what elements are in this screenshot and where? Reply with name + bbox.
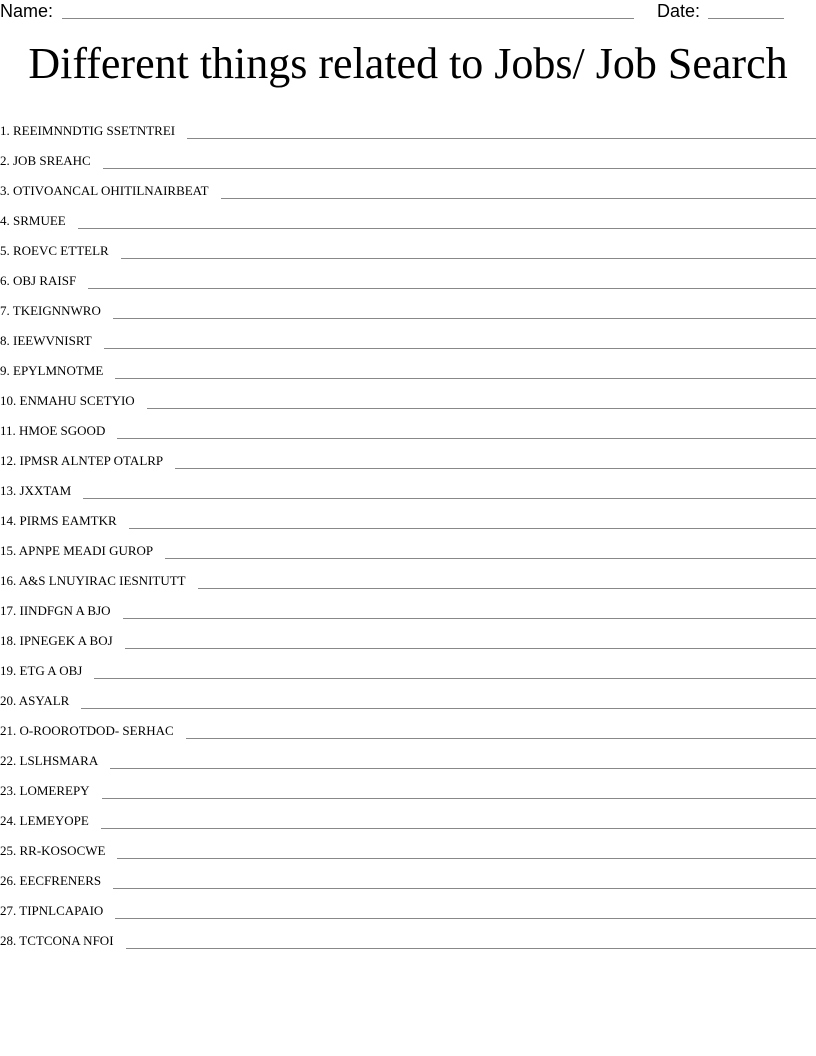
answer-line: [78, 227, 816, 229]
answer-line: [115, 377, 816, 379]
scrambled-word: 14. PIRMS EAMTKR: [0, 513, 117, 528]
scrambled-word: 24. LEMEYOPE: [0, 813, 89, 828]
name-label: Name:: [0, 1, 54, 21]
scrambled-word: 19. ETG A OBJ: [0, 663, 83, 678]
scrambled-word: 21. O-ROOROTDOD- SERHAC: [0, 723, 174, 738]
name-field-line: [62, 18, 634, 19]
list-item: [0, 201, 816, 231]
list-item: [0, 141, 816, 171]
scrambled-word: 27. TIPNLCAPAIO: [0, 903, 104, 918]
list-item: [0, 321, 816, 351]
scrambled-word: 25. RR-KOSOCWE: [0, 843, 106, 858]
answer-line: [81, 707, 816, 709]
answer-line: [129, 527, 816, 529]
list-item: [0, 681, 816, 711]
list-item: [0, 531, 816, 561]
word-scramble-list: [0, 111, 816, 951]
list-item: [0, 111, 816, 141]
answer-line: [113, 887, 816, 889]
scrambled-word: 17. IINDFGN A BJO: [0, 603, 111, 618]
list-item: [0, 561, 816, 591]
list-item: [0, 261, 816, 291]
list-item: [0, 411, 816, 441]
answer-line: [175, 467, 816, 469]
list-item: [0, 771, 816, 801]
answer-line: [102, 797, 816, 799]
scrambled-word: 6. OBJ RAISF: [0, 273, 77, 288]
list-item: [0, 591, 816, 621]
list-item: [0, 351, 816, 381]
list-item: [0, 711, 816, 741]
answer-line: [88, 287, 816, 289]
scrambled-word: 13. JXXTAM: [0, 483, 72, 498]
answer-line: [115, 917, 816, 919]
scrambled-word: 10. ENMAHU SCETYIO: [0, 393, 135, 408]
answer-line: [83, 497, 816, 499]
answer-line: [147, 407, 816, 409]
answer-line: [117, 437, 816, 439]
answer-line: [165, 557, 816, 559]
scrambled-word: 5. ROEVC ETTELR: [0, 243, 109, 258]
answer-line: [198, 587, 816, 589]
answer-line: [117, 857, 816, 859]
scrambled-word: 8. IEEWVNISRT: [0, 333, 92, 348]
scrambled-word: 15. APNPE MEADI GUROP: [0, 543, 154, 558]
scrambled-word: 2. JOB SREAHC: [0, 153, 91, 168]
list-item: [0, 501, 816, 531]
answer-line: [125, 647, 816, 649]
list-item: [0, 471, 816, 501]
answer-line: [121, 257, 816, 259]
list-item: [0, 831, 816, 861]
list-item: [0, 171, 816, 201]
scrambled-word: 20. ASYALR: [0, 693, 70, 708]
answer-line: [110, 767, 816, 769]
answer-line: [126, 947, 816, 949]
list-item: [0, 741, 816, 771]
scrambled-word: 16. A&S LNUYIRAC IESNITUTT: [0, 573, 186, 588]
scrambled-word: 11. HMOE SGOOD: [0, 423, 106, 438]
scrambled-word: 1. REEIMNNDTIG SSETNTREI: [0, 123, 176, 138]
answer-line: [123, 617, 816, 619]
scrambled-word: 12. IPMSR ALNTEP OTALRP: [0, 453, 164, 468]
answer-line: [101, 827, 816, 829]
scrambled-word: 22. LSLHSMARA: [0, 753, 99, 768]
scrambled-word: 3. OTIVOANCAL OHITILNAIRBEAT: [0, 183, 209, 198]
answer-line: [104, 347, 816, 349]
answer-line: [103, 167, 816, 169]
list-item: [0, 621, 816, 651]
list-item: [0, 231, 816, 261]
list-item: [0, 891, 816, 921]
answer-line: [186, 737, 816, 739]
scrambled-word: 7. TKEIGNNWRO: [0, 303, 101, 318]
list-item: [0, 651, 816, 681]
scrambled-word: 18. IPNEGEK A BOJ: [0, 633, 113, 648]
answer-line: [221, 197, 816, 199]
worksheet-header: [0, 0, 816, 24]
scrambled-word: 26. EECFRENERS: [0, 873, 102, 888]
answer-line: [113, 317, 816, 319]
list-item: [0, 921, 816, 951]
scrambled-word: 4. SRMUEE: [0, 213, 66, 228]
list-item: [0, 801, 816, 831]
date-field-line: [708, 18, 784, 19]
list-item: [0, 381, 816, 411]
answer-line: [187, 137, 816, 139]
answer-line: [94, 677, 816, 679]
list-item: [0, 441, 816, 471]
list-item: [0, 861, 816, 891]
list-item: [0, 291, 816, 321]
date-label: Date:: [657, 1, 701, 21]
scrambled-word: 9. EPYLMNOTME: [0, 363, 104, 378]
page-title: Different things related to Jobs/ Job Search: [28, 39, 788, 88]
scrambled-word: 23. LOMEREPY: [0, 783, 90, 798]
scrambled-word: 28. TCTCONA NFOI: [0, 933, 114, 948]
